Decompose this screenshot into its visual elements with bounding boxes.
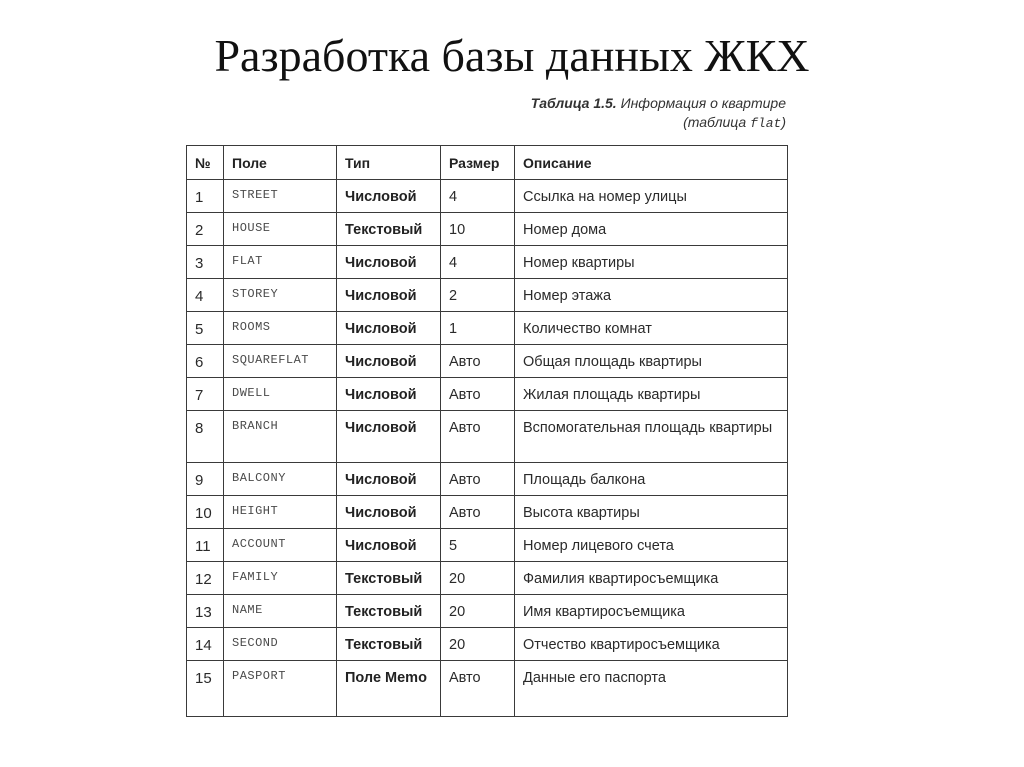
- cell-field: STOREY: [224, 279, 337, 312]
- table-row: [187, 180, 788, 213]
- cell-field: FAMILY: [224, 562, 337, 595]
- cell-type: Числовой: [337, 463, 441, 496]
- table-row: [187, 661, 788, 717]
- cell-num: 7: [187, 378, 224, 411]
- cell-type: Числовой: [337, 378, 441, 411]
- cell-type: Числовой: [337, 529, 441, 562]
- caption-table-name: flat: [750, 116, 782, 131]
- cell-num: 14: [187, 628, 224, 661]
- fields-table: [186, 145, 788, 717]
- caption-line-2: [531, 113, 786, 133]
- cell-desc: Номер дома: [515, 213, 788, 246]
- cell-type: Числовой: [337, 279, 441, 312]
- cell-type: Текстовый: [337, 595, 441, 628]
- cell-size: 20: [441, 628, 515, 661]
- cell-field: DWELL: [224, 378, 337, 411]
- cell-desc: Площадь балкона: [515, 463, 788, 496]
- cell-desc: Данные его паспорта: [515, 661, 788, 717]
- cell-desc: Жилая площадь квартиры: [515, 378, 788, 411]
- header-desc: Описание: [515, 146, 788, 180]
- table-caption: [531, 94, 786, 133]
- cell-size: Авто: [441, 411, 515, 463]
- table-row: [187, 496, 788, 529]
- cell-field: HOUSE: [224, 213, 337, 246]
- cell-field: BALCONY: [224, 463, 337, 496]
- cell-desc: Общая площадь квартиры: [515, 345, 788, 378]
- cell-type: Текстовый: [337, 628, 441, 661]
- cell-field: PASPORT: [224, 661, 337, 717]
- cell-desc: Высота квартиры: [515, 496, 788, 529]
- cell-num: 2: [187, 213, 224, 246]
- table-row: [187, 279, 788, 312]
- table-row: [187, 628, 788, 661]
- cell-desc: Имя квартиросъемщика: [515, 595, 788, 628]
- cell-desc: Номер этажа: [515, 279, 788, 312]
- cell-size: 4: [441, 180, 515, 213]
- cell-size: Авто: [441, 463, 515, 496]
- cell-desc: Количество комнат: [515, 312, 788, 345]
- cell-num: 4: [187, 279, 224, 312]
- cell-desc: Номер квартиры: [515, 246, 788, 279]
- table-row: [187, 463, 788, 496]
- table-header-row: [187, 146, 788, 180]
- cell-field: ROOMS: [224, 312, 337, 345]
- cell-num: 1: [187, 180, 224, 213]
- cell-type: Числовой: [337, 246, 441, 279]
- table-row: [187, 411, 788, 463]
- cell-size: 20: [441, 562, 515, 595]
- page-title: Разработка базы данных ЖКХ: [214, 30, 810, 81]
- cell-field: FLAT: [224, 246, 337, 279]
- cell-type: Числовой: [337, 345, 441, 378]
- cell-desc: Номер лицевого счета: [515, 529, 788, 562]
- cell-size: 1: [441, 312, 515, 345]
- caption-label: Таблица 1.5.: [530, 95, 617, 111]
- table-row: [187, 312, 788, 345]
- cell-size: Авто: [441, 496, 515, 529]
- header-size: Размер: [441, 146, 515, 180]
- caption-prefix: (таблица: [683, 114, 751, 130]
- table-row: [187, 213, 788, 246]
- cell-size: 10: [441, 213, 515, 246]
- caption-text: Информация о квартире: [620, 95, 786, 111]
- cell-size: 20: [441, 595, 515, 628]
- cell-size: Авто: [441, 378, 515, 411]
- cell-num: 12: [187, 562, 224, 595]
- cell-size: 5: [441, 529, 515, 562]
- cell-type: Текстовый: [337, 562, 441, 595]
- cell-num: 5: [187, 312, 224, 345]
- cell-field: NAME: [224, 595, 337, 628]
- table-row: [187, 246, 788, 279]
- cell-type: Числовой: [337, 180, 441, 213]
- cell-field: STREET: [224, 180, 337, 213]
- header-num: №: [187, 146, 224, 180]
- header-type: Тип: [337, 146, 441, 180]
- cell-num: 15: [187, 661, 224, 717]
- cell-type: Числовой: [337, 312, 441, 345]
- caption-suffix: ): [781, 114, 786, 130]
- cell-field: SECOND: [224, 628, 337, 661]
- cell-num: 13: [187, 595, 224, 628]
- cell-type: Числовой: [337, 496, 441, 529]
- cell-desc: Вспомогательная площадь квартиры: [515, 411, 788, 463]
- cell-size: Авто: [441, 661, 515, 717]
- cell-num: 10: [187, 496, 224, 529]
- caption-line-1: [531, 94, 786, 113]
- table-row: [187, 562, 788, 595]
- cell-num: 9: [187, 463, 224, 496]
- cell-desc: Фамилия квартиросъемщика: [515, 562, 788, 595]
- cell-size: Авто: [441, 345, 515, 378]
- cell-num: 8: [187, 411, 224, 463]
- cell-desc: Отчество квартиросъемщика: [515, 628, 788, 661]
- cell-field: ACCOUNT: [224, 529, 337, 562]
- cell-num: 11: [187, 529, 224, 562]
- table-row: [187, 529, 788, 562]
- cell-type: Текстовый: [337, 213, 441, 246]
- cell-num: 6: [187, 345, 224, 378]
- cell-type: Поле Memo: [337, 661, 441, 717]
- table-row: [187, 595, 788, 628]
- header-field: Поле: [224, 146, 337, 180]
- cell-desc: Ссылка на номер улицы: [515, 180, 788, 213]
- cell-field: SQUAREFLAT: [224, 345, 337, 378]
- cell-size: 4: [441, 246, 515, 279]
- cell-type: Числовой: [337, 411, 441, 463]
- cell-field: HEIGHT: [224, 496, 337, 529]
- cell-num: 3: [187, 246, 224, 279]
- cell-size: 2: [441, 279, 515, 312]
- table-row: [187, 378, 788, 411]
- table-row: [187, 345, 788, 378]
- cell-field: BRANCH: [224, 411, 337, 463]
